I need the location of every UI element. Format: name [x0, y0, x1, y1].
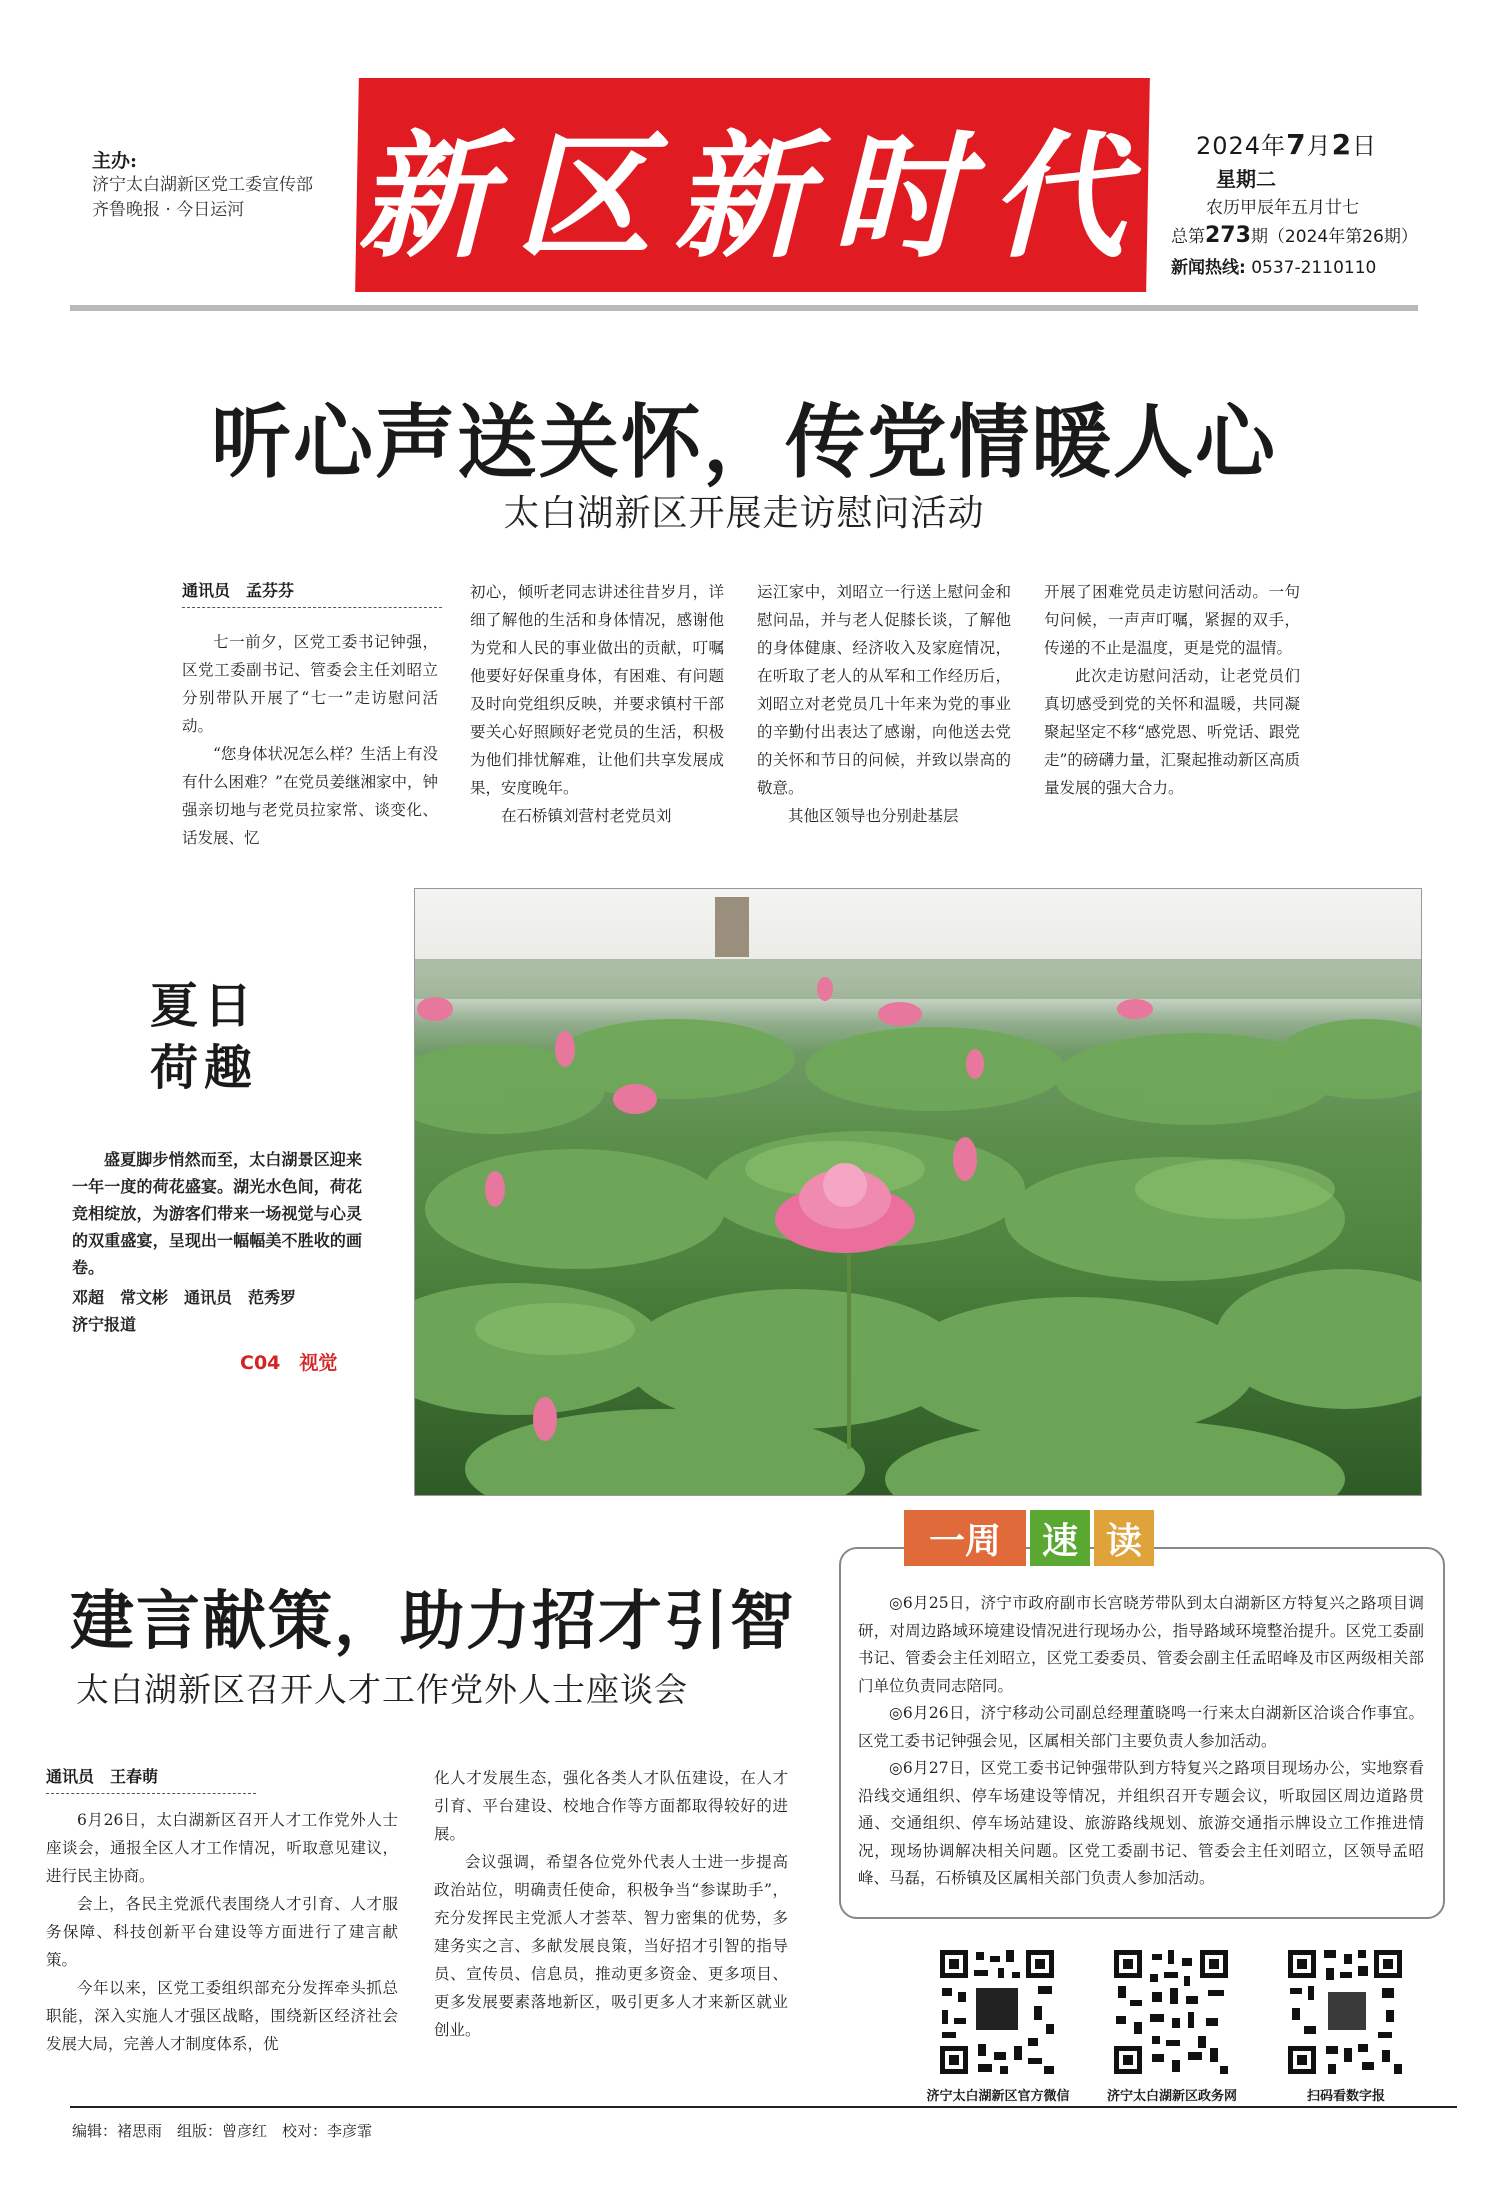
- masthead-divider: [70, 305, 1418, 311]
- lead-byline: [182, 578, 442, 608]
- qr-label: 济宁太白湖新区政务网: [1106, 2089, 1237, 2104]
- qr-code-icon[interactable]: [1112, 1948, 1230, 2076]
- paragraph: “您身体状况怎么样？生活上有没有什么困难？”在党员姜继湘家中，钟强亲切地与老党员拉家常、谈变化、话发展、忆: [182, 745, 438, 847]
- byline-text: 通讯员 王春萌: [46, 1764, 256, 1794]
- story2-column-2: [434, 1764, 788, 2044]
- issue-number: 总第273期（2024年第26期）: [1171, 223, 1418, 248]
- qr-government-site[interactable]: [1112, 1948, 1230, 2080]
- editor-credits: 编辑：褚思雨 组版：曾彦红 校对：李彦霏: [72, 2122, 373, 2140]
- photo-caption: [72, 1146, 362, 1281]
- paragraph: 此次走访慰问活动，让老党员们真切感受到党的关怀和温暖，共同凝聚起坚定不移“感党恩、听党话、跟党走”的磅礴力量，汇聚起推动新区高质量发展的强大合力。: [1044, 667, 1300, 797]
- host-label: 主办:: [92, 150, 138, 172]
- lead-column-4: [1044, 578, 1300, 802]
- weekly-item: ◎6月26日，济宁移动公司副总经理董晓鸣一行来太白湖新区洽谈合作事宜。区党工委书记钟强会见，区属相关部门主要负责人参加活动。: [858, 1704, 1424, 1750]
- paragraph: 在石桥镇刘营村老党员刘: [501, 807, 672, 825]
- lotus-pond-illustration: [415, 889, 1421, 1495]
- lotus-leaves: [415, 1019, 1421, 1495]
- weekly-char-block: 一 周: [904, 1510, 1026, 1566]
- qr-label: 扫码看数字报: [1306, 2089, 1385, 2104]
- qr-digital-paper[interactable]: [1286, 1948, 1404, 2080]
- issue-weekday: 星期二: [1216, 167, 1276, 191]
- story2-column-1: [46, 1806, 398, 2058]
- weekly-item: ◎6月25日，济宁市政府副市长宫晓芳带队到太白湖新区方特复兴之路项目调研，对周边路域环境建设情况进行现场办公，指导路域环境整治提升。区党工委副书记、管委会主任刘昭立，区党工委委员、管委会副主任孟昭峰及市区两级相关部门单位负责同志陪同。: [858, 1594, 1424, 1695]
- qr-label: 济宁太白湖新区官方微信: [926, 2089, 1070, 2104]
- qr-code-icon[interactable]: [1286, 1948, 1404, 2076]
- treeline-shape: [415, 959, 1421, 999]
- pagoda-shape: [715, 897, 749, 957]
- title-line: 荷趣: [150, 1040, 259, 1096]
- host-line-2: 齐鲁晚报 · 今日运河: [92, 200, 245, 220]
- lead-column-3: [757, 578, 1011, 830]
- paragraph: 会上，各民主党派代表围绕人才引育、人才服务保障、科技创新平台建设等方面进行了建言献策。: [46, 1895, 398, 1969]
- title-line: 夏日: [150, 978, 259, 1034]
- story2-subheadline: 太白湖新区召开人才工作党外人士座谈会: [76, 1670, 688, 1709]
- news-hotline: 新闻热线: 0537-2110110: [1171, 258, 1377, 278]
- photo-credit: [72, 1284, 372, 1338]
- paragraph: 七一前夕，区党工委书记钟强，区党工委副书记、管委会主任刘昭立分别带队开展了“七一”走访慰问活动。: [182, 633, 438, 735]
- lead-subheadline: 太白湖新区开展走访慰问活动: [503, 493, 985, 534]
- qr-official-wechat[interactable]: [938, 1948, 1056, 2080]
- credit-line: 济宁报道: [72, 1315, 137, 1334]
- weekly-char-block: 速: [1030, 1510, 1090, 1566]
- masthead-logo: 新区新时代: [357, 117, 1148, 277]
- host-organizations: [92, 173, 313, 223]
- byline-text: 通讯员 孟芬芬: [182, 578, 442, 608]
- weekly-item: ◎6月27日，区党工委书记钟强带队到方特复兴之路项目现场办公，实地察看沿线交通组织、停车场建设等情况，并组织召开专题会议，听取园区周边道路贯通、交通组织、停车场站建设、旅游路线规划、旅游交通指示牌设立工作推进情况，现场协调解决相关问题。区党工委副书记、管委会主任刘昭立，区领导孟昭峰、马磊，石桥镇及区属相关部门负责人参加活动。: [858, 1759, 1424, 1887]
- issue-date: 2024年7月2日: [1196, 128, 1378, 161]
- footer-divider: [70, 2106, 1457, 2108]
- paragraph: 今年以来，区党工委组织部充分发挥牵头抓总职能，深入实施人才强区战略，围绕新区经济社会发展大局，完善人才制度体系，优: [46, 1979, 398, 2053]
- caption-text: 盛夏脚步悄然而至，太白湖景区迎来一年一度的荷花盛宴。湖光水色间，荷花竞相绽放，为游客们带来一场视觉与心灵的双重盛宴，呈现出一幅幅美不胜收的画卷。: [72, 1150, 362, 1277]
- photo-feature-title: [150, 975, 258, 1099]
- credit-line: 邓超 常文彬 通讯员 范秀罗: [72, 1288, 297, 1307]
- qr-code-icon[interactable]: [938, 1948, 1056, 2076]
- lead-headline: 听心声送关怀，传党情暖人心: [211, 395, 1277, 489]
- paragraph: 开展了困难党员走访慰问活动。一句句问候，一声声叮嘱，紧握的双手，传递的不止是温度，更是党的温情。: [1044, 583, 1300, 657]
- lotus-photo: [414, 888, 1422, 1496]
- weekly-items: [858, 1590, 1424, 1893]
- paragraph: 初心，倾听老同志讲述往昔岁月，详细了解他的生活和身体情况，感谢他为党和人民的事业做出的贡献，叮嘱他要好好保重身体，有困难、有问题及时向党组织反映，并要求镇村干部要关心好照顾好老党员的生活，积极为他们排忧解难，让他们共享发展成果，安度晚年。: [470, 583, 724, 797]
- lead-column-1: [182, 628, 438, 852]
- paragraph: 6月26日，太白湖新区召开人才工作党外人士座谈会，通报全区人才工作情况，听取意见建议，进行民主协商。: [46, 1811, 398, 1885]
- weekly-char-block: 读: [1094, 1510, 1154, 1566]
- lead-column-2: [470, 578, 724, 830]
- weekly-quick-read-header: [904, 1510, 1154, 1570]
- page-reference[interactable]: C04 视觉: [240, 1352, 338, 1374]
- paragraph: 其他区领导也分别赴基层: [788, 807, 959, 825]
- paragraph: 会议强调，希望各位党外代表人士进一步提高政治站位，明确责任使命，积极争当“参谋助手”，充分发挥民主党派人才荟萃、智力密集的优势，多建务实之言、多献发展良策，当好招才引智的指导员、宣传员、信息员，推动更多资金、更多项目、更多发展要素落地新区，吸引更多人才来新区就业创业。: [434, 1853, 788, 2039]
- story2-byline: [46, 1764, 256, 1794]
- paragraph: 运江家中，刘昭立一行送上慰问金和慰问品，并与老人促膝长谈，了解他的身体健康、经济收入及家庭情况，在听取了老人的从军和工作经历后，刘昭立对老党员几十年来为党的事业的辛勤付出表达了感谢，向他送去党的关怀和节日的问候，并致以崇高的敬意。: [757, 583, 1011, 797]
- lunar-date: 农历甲辰年五月廿七: [1206, 198, 1359, 218]
- paragraph: 化人才发展生态，强化各类人才队伍建设，在人才引育、平台建设、校地合作等方面都取得较好的进展。: [434, 1769, 788, 1843]
- story2-headline: 建言献策，助力招才引智: [70, 1584, 796, 1659]
- host-line-1: 济宁太白湖新区党工委宣传部: [92, 175, 313, 195]
